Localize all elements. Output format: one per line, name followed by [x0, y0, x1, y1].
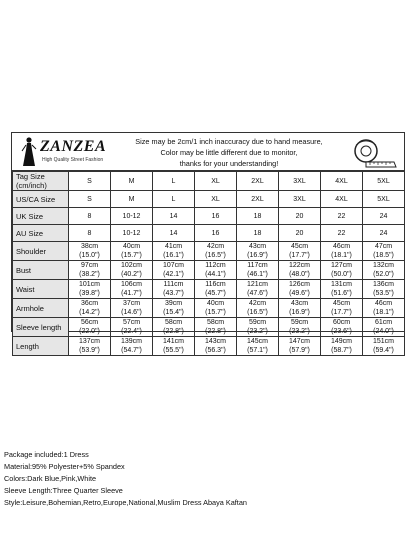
size-cell: S [69, 172, 111, 191]
measurement-cell [195, 261, 237, 280]
cm-value: 61cm [374, 319, 393, 326]
cm-value: 60cm [332, 319, 351, 326]
sleeve-line: Sleeve Length:Three Quarter Sleeve [4, 486, 123, 495]
measurement-cell [321, 318, 363, 337]
inch-value: (16.9") [289, 309, 310, 316]
cm-value: 151cm [372, 338, 394, 345]
measurement-cell [195, 299, 237, 318]
size-cell: 22 [321, 208, 363, 225]
inch-value: (15.0") [79, 252, 100, 259]
measurement-cell [195, 337, 237, 356]
material-line: Material:95% Polyester+5% Spandex [4, 462, 125, 471]
measurement-cell [69, 280, 111, 299]
cm-value: 127cm [330, 262, 352, 269]
measurement-cell [153, 242, 195, 261]
measurement-cell [279, 337, 321, 356]
cm-value: 58cm [206, 319, 225, 326]
measurement-row [13, 318, 405, 337]
cm-value: 43cm [290, 300, 309, 307]
brand-tagline: High Quality Street Fashion [42, 157, 104, 163]
cm-value: 139cm [120, 338, 142, 345]
measurement-cell [279, 318, 321, 337]
cm-value: 59cm [248, 319, 267, 326]
measurement-notice [120, 136, 338, 169]
cm-value: 137cm [78, 338, 100, 345]
inch-value: (16.5") [205, 252, 226, 259]
measurement-cell [363, 318, 405, 337]
size-cell: 18 [237, 208, 279, 225]
measurement-cell [195, 242, 237, 261]
cm-value: 107cm [162, 262, 184, 269]
cm-value: 45cm [332, 300, 351, 307]
measurement-cell [153, 261, 195, 280]
measurement-cell [111, 261, 153, 280]
cm-value: 149cm [330, 338, 352, 345]
cm-value: 43cm [248, 243, 267, 250]
size-cell: 5XL [363, 172, 405, 191]
measurement-cell [321, 261, 363, 280]
measurement-cell [237, 337, 279, 356]
row-label: Tag Size (cm/inch) [13, 172, 69, 191]
size-chart-card [11, 132, 405, 354]
measurement-cell [153, 280, 195, 299]
row-label: Shoulder [13, 242, 69, 261]
measurement-cell [195, 318, 237, 337]
measurement-cell [69, 242, 111, 261]
inch-value: (18.1") [373, 309, 394, 316]
cm-value: 42cm [248, 300, 267, 307]
size-cell: 3XL [279, 191, 321, 208]
measurement-cell [279, 261, 321, 280]
measurement-cell [69, 337, 111, 356]
measurement-cell [237, 280, 279, 299]
notice-line: Color may be little different due to monitor, [160, 148, 298, 157]
inch-value: (17.7") [289, 252, 310, 259]
inch-value: (15.4") [163, 309, 184, 316]
colors-line: Colors:Dark Blue,Pink,White [4, 474, 97, 483]
inch-value: (56.3") [205, 347, 226, 354]
size-chart-header [12, 133, 404, 171]
measurement-row [13, 261, 405, 280]
measurement-cell [69, 318, 111, 337]
cm-value: 59cm [290, 319, 309, 326]
measurement-cell [363, 337, 405, 356]
size-cell: 16 [195, 225, 237, 242]
cm-value: 45cm [290, 243, 309, 250]
inch-value: (14.2") [79, 309, 100, 316]
notice-line: thanks for your understanding! [179, 159, 279, 168]
measurement-cell [279, 280, 321, 299]
product-info [4, 449, 247, 509]
package-line: Package included:1 Dress [4, 450, 89, 459]
row-label: Sleeve length [13, 318, 69, 337]
inch-value: (18.1") [331, 252, 352, 259]
cm-value: 40cm [122, 243, 141, 250]
cm-value: 56cm [80, 319, 99, 326]
cm-value: 41cm [164, 243, 183, 250]
size-cell: M [111, 191, 153, 208]
cm-value: 38cm [80, 243, 99, 250]
measurement-cell [237, 242, 279, 261]
measurement-cell [153, 299, 195, 318]
inch-value: (22.8") [205, 328, 226, 335]
size-cell: 2XL [237, 172, 279, 191]
inch-value: (16.9") [247, 252, 268, 259]
inch-value: (16.5") [247, 309, 268, 316]
inch-value: (48.0") [289, 271, 310, 278]
inch-value: (41.7") [121, 290, 142, 297]
cm-value: 147cm [288, 338, 310, 345]
measurement-cell [321, 242, 363, 261]
cm-value: 111cm [163, 281, 184, 288]
inch-value: (23.6") [331, 328, 352, 335]
inch-value: (53.5") [373, 290, 394, 297]
measurement-row [13, 280, 405, 299]
notice-line: Size may be 2cm/1 inch inaccuracy due to hand measure, [135, 137, 323, 146]
inch-value: (59.4") [373, 347, 394, 354]
measurement-cell [153, 337, 195, 356]
measurement-cell [153, 318, 195, 337]
inch-value: (23.2") [247, 328, 268, 335]
row-label: AU Size [13, 225, 69, 242]
inch-value: (15.7") [121, 252, 142, 259]
inch-value: (43.7") [163, 290, 184, 297]
measurement-cell [111, 280, 153, 299]
measurement-cell [363, 242, 405, 261]
size-cell: L [153, 172, 195, 191]
measuring-tape-icon [348, 136, 400, 169]
measurement-cell [111, 299, 153, 318]
measurement-cell [321, 337, 363, 356]
cm-value: 36cm [80, 300, 99, 307]
size-cell: XL [195, 191, 237, 208]
cm-value: 37cm [122, 300, 141, 307]
row-label: Waist [13, 280, 69, 299]
cm-value: 122cm [288, 262, 310, 269]
inch-value: (50.0") [331, 271, 352, 278]
measurement-cell [237, 299, 279, 318]
inch-value: (24.0") [373, 328, 394, 335]
measurement-cell [363, 299, 405, 318]
size-cell: XL [195, 172, 237, 191]
inch-value: (22.0") [79, 328, 100, 335]
measurement-cell [279, 299, 321, 318]
cm-value: 57cm [122, 319, 141, 326]
cm-value: 40cm [206, 300, 225, 307]
size-cell: 20 [279, 208, 321, 225]
inch-value: (45.7") [205, 290, 226, 297]
inch-value: (23.2") [289, 328, 310, 335]
inch-value: (42.1") [163, 271, 184, 278]
measurement-cell [321, 280, 363, 299]
size-cell: 4XL [321, 191, 363, 208]
row-label: US/CA Size [13, 191, 69, 208]
measurement-cell [279, 242, 321, 261]
size-cell: 24 [363, 225, 405, 242]
row-label: UK Size [13, 208, 69, 225]
inch-value: (40.2") [121, 271, 142, 278]
inch-value: (49.6") [289, 290, 310, 297]
inch-value: (14.6") [121, 309, 142, 316]
cm-value: 121cm [246, 281, 268, 288]
brand-logo: ZANZEA [40, 138, 107, 155]
measurement-cell [69, 299, 111, 318]
cm-value: 136cm [372, 281, 394, 288]
cm-value: 131cm [330, 281, 352, 288]
inch-value: (15.7") [205, 309, 226, 316]
cm-value: 126cm [288, 281, 310, 288]
inch-value: (46.1") [247, 271, 268, 278]
size-cell: 10-12 [111, 208, 153, 225]
cm-value: 58cm [164, 319, 183, 326]
inch-value: (22.4") [121, 328, 142, 335]
measurement-row [13, 242, 405, 261]
measurement-cell [111, 337, 153, 356]
size-cell: L [153, 191, 195, 208]
row-label: Bust [13, 261, 69, 280]
inch-value: (18.5") [373, 252, 394, 259]
measurement-row [13, 299, 405, 318]
size-cell: 22 [321, 225, 363, 242]
inch-value: (39.8") [79, 290, 100, 297]
size-cell: 24 [363, 208, 405, 225]
size-row [13, 225, 405, 242]
size-cell: 10-12 [111, 225, 153, 242]
measurement-cell [111, 318, 153, 337]
inch-value: (17.7") [331, 309, 352, 316]
size-cell: M [111, 172, 153, 191]
size-cell: 18 [237, 225, 279, 242]
size-cell: 5XL [363, 191, 405, 208]
cm-value: 132cm [372, 262, 394, 269]
cm-value: 116cm [205, 281, 226, 288]
inch-value: (47.6") [247, 290, 268, 297]
row-label: Armhole [13, 299, 69, 318]
size-row [13, 208, 405, 225]
cm-value: 141cm [162, 338, 184, 345]
size-cell: 16 [195, 208, 237, 225]
size-cell: 3XL [279, 172, 321, 191]
cm-value: 46cm [374, 300, 393, 307]
size-cell: 8 [69, 208, 111, 225]
inch-value: (57.1") [247, 347, 268, 354]
inch-value: (52.0") [373, 271, 394, 278]
size-cell: 2XL [237, 191, 279, 208]
measurement-row [13, 337, 405, 356]
cm-value: 145cm [246, 338, 268, 345]
inch-value: (44.1") [205, 271, 226, 278]
size-cell: 20 [279, 225, 321, 242]
measurement-cell [363, 261, 405, 280]
cm-value: 42cm [206, 243, 225, 250]
size-cell: 14 [153, 208, 195, 225]
cm-value: 97cm [80, 262, 99, 269]
inch-value: (22.8") [163, 328, 184, 335]
inch-value: (54.7") [121, 347, 142, 354]
size-cell: 14 [153, 225, 195, 242]
inch-value: (55.5") [163, 347, 184, 354]
woman-silhouette-icon [20, 136, 38, 168]
cm-value: 143cm [204, 338, 226, 345]
style-line: Style:Leisure,Bohemian,Retro,Europe,National,Muslim Dress Abaya Kaftan [4, 498, 247, 507]
cm-value: 112cm [205, 262, 226, 269]
inch-value: (58.7") [331, 347, 352, 354]
size-cell: 4XL [321, 172, 363, 191]
cm-value: 46cm [332, 243, 351, 250]
cm-value: 117cm [247, 262, 268, 269]
row-label: Length [13, 337, 69, 356]
measurement-cell [237, 261, 279, 280]
inch-value: (38.2") [79, 271, 100, 278]
measurement-cell [195, 280, 237, 299]
size-row [13, 172, 405, 191]
measurement-cell [111, 242, 153, 261]
measurement-cell [363, 280, 405, 299]
cm-value: 39cm [164, 300, 183, 307]
size-row [13, 191, 405, 208]
inch-value: (57.9") [289, 347, 310, 354]
inch-value: (51.6") [331, 290, 352, 297]
inch-value: (16.1") [163, 252, 184, 259]
cm-value: 101cm [78, 281, 100, 288]
size-cell: S [69, 191, 111, 208]
cm-value: 102cm [120, 262, 142, 269]
cm-value: 106cm [120, 281, 142, 288]
size-table [12, 171, 405, 356]
measurement-cell [69, 261, 111, 280]
cm-value: 47cm [374, 243, 393, 250]
measurement-cell [321, 299, 363, 318]
measurement-cell [237, 318, 279, 337]
size-cell: 8 [69, 225, 111, 242]
inch-value: (53.9") [79, 347, 100, 354]
